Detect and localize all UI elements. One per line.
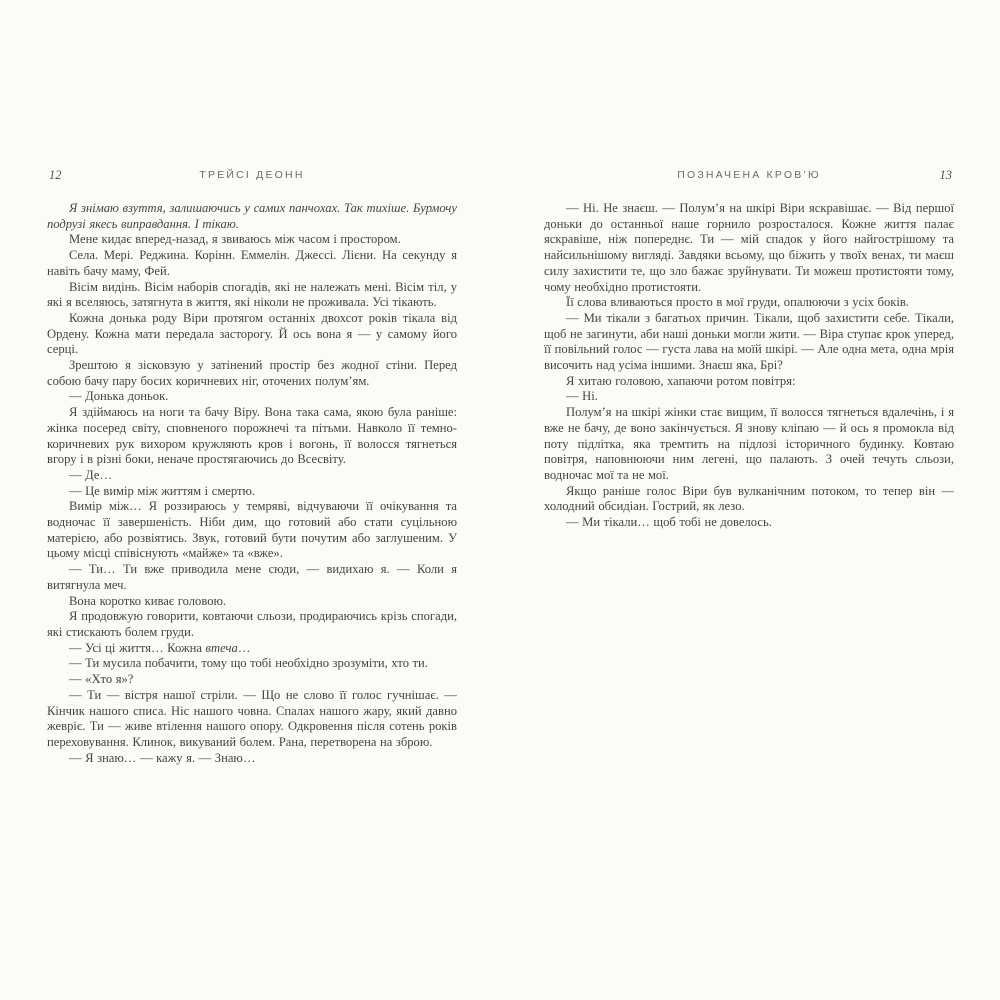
paragraph <box>544 515 954 531</box>
text-segment: Полум’я на шкірі жінки стає вищим, її волосся тягнеться вдалечінь, і я вже не бачу, де воно закінчується. Я знову кліпаю — й ось я промокла від поту підлітка, яка тремтить на підлозі історичного будинку. Ковтаю повітря, наповнюючи ним легені, що палають. З очей течуть сльози, водночас мої та не мої. <box>544 405 954 482</box>
text-segment: Я продовжую говорити, ковтаючи сльози, продираючись крізь спогади, які стискають болем груди. <box>47 609 457 639</box>
text-segment: Кожна донька роду Віри протягом останніх двохсот років тікала від Ордену. Кожна мати передала засторогу. Й ось вона я — у самому його серці. <box>47 310 457 357</box>
paragraph <box>47 641 457 657</box>
text-segment: Зрештою я зісковзую у затінений простір без жодної стіни. Перед собою бачу пару босих коричневих ніг, оточених полум’ям. <box>47 358 457 388</box>
paragraph <box>544 374 954 390</box>
page-13-body-text <box>544 201 954 531</box>
paragraph <box>544 295 954 311</box>
text-segment: Вона коротко киває головою. <box>69 593 227 608</box>
text-segment: — Ні. <box>566 389 598 404</box>
paragraph <box>47 232 457 248</box>
text-segment: — Ти — вістря нашої стріли. — Що не слово її голос гучнішає. — Кінчик нашого списа. Ніс нашого човна. Спалах нашого жару, який давно жевріє. Ти — живе втілення нашого опору. Одкровення після сотень років переховування. Клинок, викуваний болем. Рана, перетворена на зброю. <box>47 687 457 749</box>
text-segment: — Ні. Не знаєш. — Полум’я на шкірі Віри яскравішає. — Від першої доньки до останньої наше горнило розросталося. Кожне життя палає яскравіше, ніж попереднє. Ти — мій спадок у його найгострішому та найсильнішому вигляді. Завдяки всьому, що біжить у твоїх венах, ти маєш силу захистити те, що зло бажає зруйнувати. Ти можеш протистояти тому, чому необхідно протистояти. <box>544 201 954 294</box>
paragraph <box>544 405 954 484</box>
paragraph <box>544 484 954 515</box>
text-segment: — Ти… Ти вже приводила мене сюди, — видихаю я. — Коли я витягнула меч. <box>47 562 457 592</box>
paragraph <box>47 672 457 688</box>
paragraph <box>47 609 457 640</box>
running-head-left <box>47 168 457 184</box>
paragraph <box>47 468 457 484</box>
paragraph <box>544 389 954 405</box>
text-segment: Вимір між… Я роззираюсь у темряві, відчуваючи її очікування та водночас її завершеність. Ніби дим, що готовий або стати суцільною матерією, або розвіятись. Звук, готовий бути почутим або заглушеним. У цьому місці співіснують «майже» та «вже». <box>47 499 457 561</box>
text-segment: — Ти мусила побачити, тому що тобі необхідно зрозуміти, хто ти. <box>69 656 428 671</box>
paragraph <box>47 594 457 610</box>
text-segment: — Це вимір між життям і смертю. <box>69 483 256 498</box>
paragraph <box>544 201 954 295</box>
paragraph <box>47 405 457 468</box>
paragraph <box>47 751 457 767</box>
paragraph <box>47 280 457 311</box>
paragraph <box>47 201 457 232</box>
page-13 <box>544 168 954 531</box>
running-head-right <box>544 168 954 184</box>
text-segment: Вісім видінь. Вісім наборів спогадів, які не належать мені. Вісім тіл, у які я вселяюсь, затягнута в життя, які ніколи не проживала. Усі тікають. <box>47 279 457 310</box>
paragraph <box>47 562 457 593</box>
paragraph <box>47 656 457 672</box>
text-segment: Якщо раніше голос Віри був вулканічним потоком, то тепер він — холодний обсидіан. Гострий, як лезо. <box>544 483 954 514</box>
paragraph <box>47 484 457 500</box>
paragraph <box>47 688 457 751</box>
text-segment: … <box>237 640 251 655</box>
paragraph <box>47 311 457 358</box>
text-segment: Мене кидає вперед-назад, я звиваюсь між часом і простором. <box>69 232 401 247</box>
text-segment: Я здіймаюсь на ноги та бачу Віру. Вона така сама, якою була раніше: жінка посеред світу, сповненого порожнечі та пітьми. Навколо її темно-коричневих рук вихором кружляють кров і вогонь, її волосся тягнеться вгору і в різні боки, неначе простягаючись до Всесвіту. <box>47 405 457 467</box>
running-header-right: ПОЗНАЧЕНА КРОВ’Ю <box>677 169 821 181</box>
paragraph <box>47 358 457 389</box>
text-segment: — «Хто я»? <box>69 672 134 687</box>
text-segment: Села. Мері. Реджина. Корінн. Еммелін. Джессі. Лієни. На секунду я навіть бачу маму, Фей. <box>47 248 457 278</box>
page-12-body-text <box>47 201 457 766</box>
text-segment: Її слова вливаються просто в мої груди, опалюючи з усіх боків. <box>566 295 909 310</box>
paragraph <box>47 248 457 279</box>
text-segment: Я знімаю взуття, залишаючись у самих панчохах. Так тихіше. Бурмочу подрузі якесь виправдання. І тікаю. <box>47 201 457 231</box>
page-12 <box>47 168 457 766</box>
text-segment: — Ми тікали з багатьох причин. Тікали, щоб захистити себе. Тікали, щоб не загинути, аби наші доньки могли жити. — Віра ступає крок уперед, її повільний голос — густа лава на моїй шкірі. — Але одна мета, одна мрія височить над усіма іншими. Знаєш яка, Брі? <box>544 310 954 373</box>
text-segment: втеча <box>205 640 238 655</box>
running-header-left: ТРЕЙСІ ДЕОНН <box>199 169 305 181</box>
page-number-right: 13 <box>939 168 952 182</box>
text-segment: — Я знаю… — кажу я. — Знаю… <box>69 750 256 765</box>
paragraph <box>544 311 954 374</box>
paragraph <box>47 499 457 562</box>
text-segment: Я хитаю головою, хапаючи ротом повітря: <box>566 373 796 388</box>
text-segment: — Усі ці життя… Кожна <box>69 640 206 655</box>
text-segment: — Де… <box>69 467 113 482</box>
text-segment: — Ми тікали… щоб тобі не довелось. <box>566 515 772 530</box>
paragraph <box>47 389 457 405</box>
page-number-left: 12 <box>49 168 62 182</box>
text-segment: — Донька доньок. <box>69 389 169 404</box>
